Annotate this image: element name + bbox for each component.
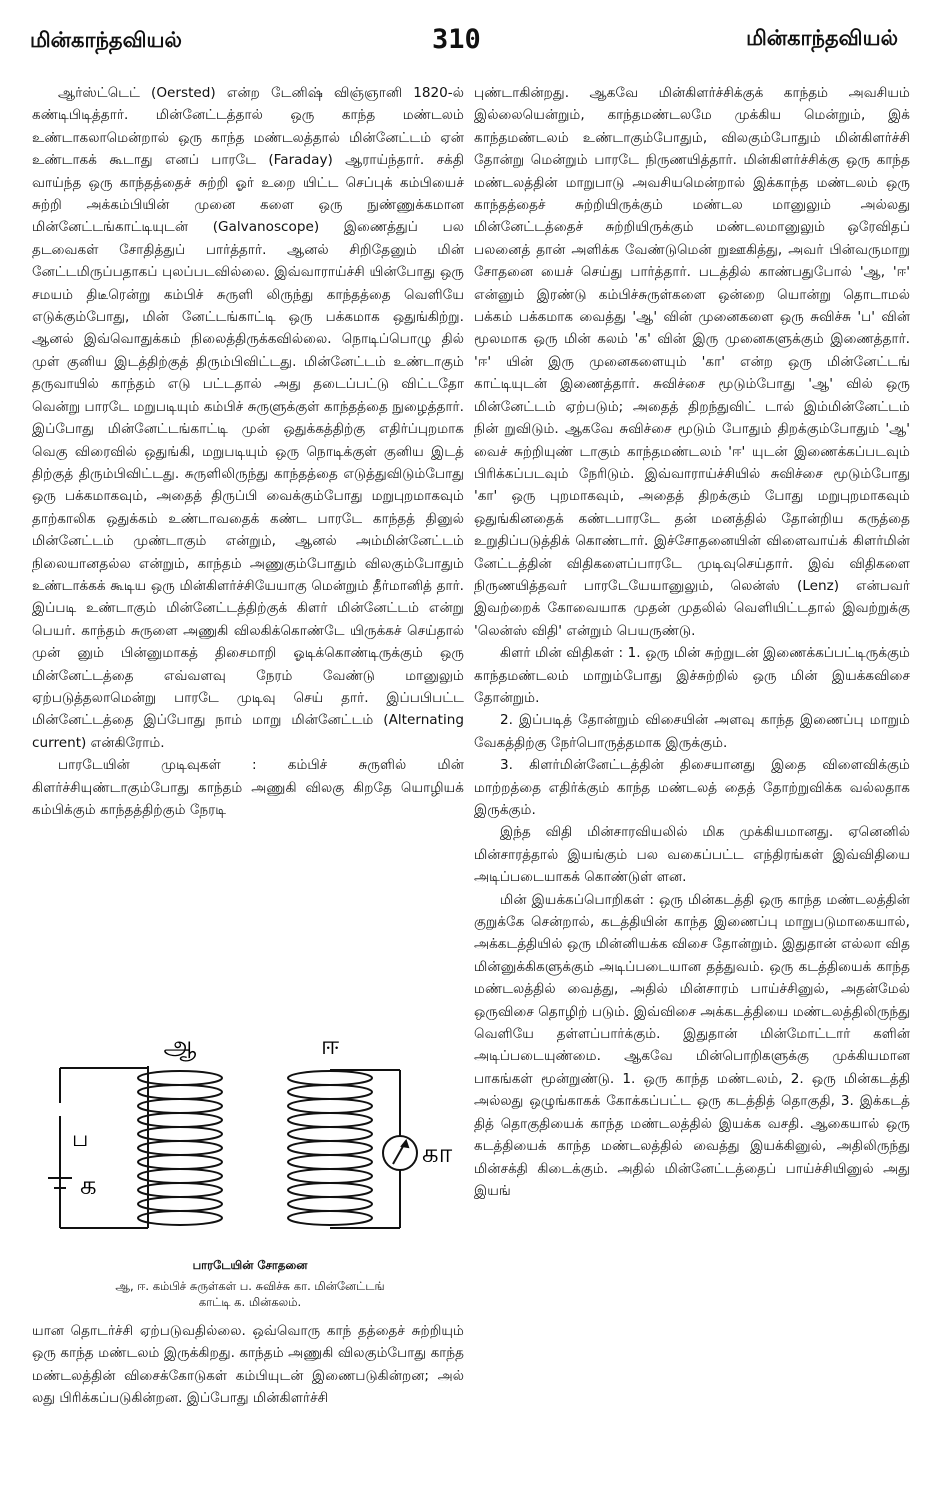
left-column-bottom: [32, 1320, 464, 1410]
label-cell: க: [80, 1171, 97, 1201]
page-header: [0, 0, 940, 80]
paragraph: யான தொடர்ச்சி ஏற்படுவதில்லை. ஒவ்வொரு காந் தத்தைச் சுற்றியும் ஒரு காந்த மண்டலம் இருக்கிறது. காந்தம் அணுகி விலகும்போது காந்த மண்டலத்தின் விசைக்கோடுகள் கம்பியுடன் இணைபடுகின்றன; அல் லது பிரிக்கப்படுகின்றன. இப்போது மின்கிளர்ச்சி: [32, 1323, 464, 1407]
label-coil-ee: ஈ: [320, 1031, 340, 1061]
label-switch: ப: [72, 1127, 89, 1152]
paragraph: இந்த விதி மின்சாரவியலில் மிக முக்கியமானது. ஏனெனில் மின்சாரத்தால் இயங்கும் பல வகைப்பட்ட எந்திரங்கள் இவ்விதியை அடிப்படையாகக் கொண்டுள் ளன.: [474, 824, 910, 886]
figure-title: பாரடேயின் சோதனை: [192, 1258, 308, 1272]
running-title-right: மின்காந்தவியல்: [746, 26, 898, 50]
galvanometer-icon: [383, 1136, 417, 1170]
right-column: [474, 82, 910, 1202]
circuit-diagram: [30, 1028, 470, 1258]
paragraph: 2. இப்படித் தோன்றும் விசையின் அளவு காந்த இணைப்பு மாறும் வேகத்திற்கு நேர்பொருத்தமாக இருக்கும்.: [474, 712, 910, 751]
paragraph: கிளர் மின் விதிகள் : 1. ஒரு மின் சுற்றுடன் இணைக்கப்பட்டிருக்கும் காந்தமண்டலம் மாறும்போது இச்சுற்றில் ஒரு மின் இயக்கவிசை தோன்றும்.: [474, 645, 910, 706]
paragraph: பாரடேயின் முடிவுகள் : கம்பிச் சுருளில் மின் கிளர்ச்சியுண்டாகும்போது காந்தம் அணுகி விலகு கிறதே யொழியக் கம்பிக்கும் காந்தத்திற்கும் நேரடி: [32, 757, 464, 818]
page-number: 310: [432, 24, 481, 55]
label-coil-a: ஆ: [163, 1031, 197, 1061]
left-column: [32, 82, 464, 1012]
paragraph: 3. கிளர்மின்னேட்டத்தின் திசையானது இதை விளைவிக்கும் மாற்றத்தை எதிர்க்கும் காந்த மண்டலத் தைத் தோற்றுவிக்க வல்லதாக இருக்கும்.: [474, 757, 910, 818]
paragraph: ஆர்ஸ்ட்டெட் (Oersted) என்ற டேனிஷ் விஞ்ஞானி 1820-ல் கண்டிபிடித்தார். மின்னேட்டத்தால் ஒரு காந்த மண்டலம் உண்டாகலாமென்றால் ஒரு காந்த மண்டலத்தால் மின்னேட்டம் ஏன் உண்டாகக் கூடாது எனப் பாரடே (Faraday) ஆராய்ந்தார். சக்தி வாய்ந்த ஒரு காந்தத்தைச் சுற்றி ஓர் உறை யிட்ட செப்புக் கம்பியைச் சுற்றி அக்கம்பியின் முனை களை ஒரு நுண்ணுக்கமான மின்னேட்டங்காட்டியுடன் (Galvanoscope) இணைத்துப் பல தடவைகள் சோதித்துப் பார்த்தார். ஆனல் சிறிதேனும் மின் னேட்டமிருப்பதாகப் புலப்படவில்லை. இவ்வாராய்ச்சி யின்போது ஒரு சமயம் திடீரென்று கம்பிச் சுருளி லிருந்து காந்தத்தை வெளியே எடுக்கும்போது, மின் னேட்டங்காட்டி ஒரு பக்கமாக ஒதுங்கிற்று. ஆனல் இவ்வொதுக்கம் நிலைத்திருக்கவில்லை. நொடிப்பொழு தில் முள் குனிய இடத்திற்குத் திரும்பிவிட்டது. மின்னேட்டம் உண்டாகும் தருவாயில் காந்தம் எடு பட்டதால் அது தடைப்பட்டு விட்டதோ வென்று பாரடே மறுபடியும் கம்பிச் சுருளுக்குள் காந்தத்தை நுழைத்தார். இப்போது மின்னேட்டங்காட்டி முன் ஒதுக்கத்திற்கு எதிர்ப்புறமாக வெகு விரைவில் ஒதுங்கி, மறுபடியும் ஒரு நொடிக்குள் குனிய இடத் திற்குத் திரும்பிவிட்டது. சுருளிலிருந்து காந்தத்தை எடுத்துவிடும்போது ஒரு பக்கமாகவும், அதைத் திருப்பி வைக்கும்போது மறுபுறமாகவும் தாற்காலிக ஒதுக்கம் உண்டாவதைக் கண்ட பாரடே காந்தத் தினுல் மின்னேட்டம் முண்டாகும் என்றும், ஆனல் அம்மின்னேட்டம் நிலையானதல்ல என்றும், காந்தம் அணுகும்போதும் விலகும்போதும் உண்டாக்கக் கூடிய ஒரு மின்கிளர்ச்சியேயாகு மென்றும் தீர்மானித் தார். இப்படி உண்டாகும் மின்னேட்டத்திற்குக் கிளர் மின்னேட்டம் என்று பெயர். காந்தம் சுருளை அணுகி விலகிக்கொண்டே யிருக்கச் செய்தால் முன் னும் பின்னுமாகத் திசைமாறி ஓடிக்கொண்டிருக்கும் ஒரு மின்னேட்டத்தை எவ்வளவு நேரம் வேண்டு மானுலும் ஏற்படுத்தலாமென்று பாரடே முடிவு செய் தார். இப்பபிபட்ட மின்னேட்டத்தை இப்போது நாம் மாறு மின்னேட்டம் (Alternating current) என்கிரோம்.: [32, 85, 464, 751]
faraday-experiment-figure: [30, 1028, 470, 1318]
figure-caption-line: ஆ, ஈ. கம்பிச் சுருள்கள் ப. சுவிச்சு கா. மின்னேட்டங்: [115, 1279, 385, 1293]
figure-caption-line: காட்டி க. மின்கலம்.: [198, 1295, 302, 1309]
label-meter: கா: [422, 1139, 453, 1169]
paragraph: புண்டாகின்றது. ஆகவே மின்கிளர்ச்சிக்குக் காந்தம் அவசியம் இல்லையென்றும், காந்தமண்டலமே முக்கிய மென்றும், இக் காந்தமண்டலம் உண்டாகும்போதும், விலகும்போதும் மின்கிளர்ச்சி தோன்று மென்றும் பாரடே நிருணயித்தார். மின்கிளர்ச்சிக்கு ஒரு காந்த மண்டலத்தின் மாறுபாடு அவசியமென்றால் இக்காந்த மண்டலம் ஒரு காந்தத்தைச் சுற்றியிருக்கும் மண்டல மானுலும் அல்லது மின்னேட்டத்தைச் சுற்றியிருக்கும் மண்டலமானுலும் ஒரேவிதப் பலனைத் தான் அளிக்க வேண்டுமென் றுஊகித்து, அவர் பின்வருமாறு சோதனை யைச் செய்து பார்த்தார். படத்தில் காண்பதுபோல் 'ஆ, 'ஈ' என்னும் இரண்டு கம்பிச்சுருள்களை ஒன்றை யொன்று தொடாமல் பக்கம் பக்கமாக வைத்து 'ஆ' வின் முனைகளை ஒரு சுவிச்சு 'ப' வின் மூலமாக ஒரு மின் கலம் 'க' வின் இரு முனைகளுக்கும் இணைத்தார். 'ஈ' யின் இரு முனைகளையும் 'கா' என்ற ஒரு மின்னேட்டங் காட்டியுடன் இணைத்தார். சுவிச்சை மூடும்போது 'ஆ' வில் ஒரு மின்னேட்டம் ஏற்படும்; அதைத் திறந்துவிட் டால் இம்மின்னேட்டம் நின் றுவிடும். ஆகவே சுவிச்சை மூடும் போதும் திறக்கும்போதும் 'ஆ' வைச் சுற்றியுண் டாகும் காந்தமண்டலம் 'ஈ' யுடன் இணைக்கப்படவும் பிரிக்கப்படவும் நேரிடும். இவ்வாராய்ச்சியில் சுவிச்சை மூடும்போது 'கா' ஒரு புறமாகவும், அதைத் திறக்கும் போது மறுபுறமாகவும் ஒதுங்கினதைக் கண்டபாரடே தன் மனத்தில் தோன்றிய கருத்தை உறுதிப்படுத்திக் கொண்டார். இச்சோதனையின் விளைவாய்க் கிளர்மின் னேட்டத்தின் விதிகளைப்பாரடே முடிவுசெய்தார். இவ் விதிகளை நிருணயித்தவர் பாரடேயேயானுலும், லென்ஸ் (Lenz) என்பவர் இவற்றைக் கோவையாக முதன் முதலில் வெளியிட்டதால் இவற்றுக்கு 'லென்ஸ் விதி' என்றும் பெயருண்டு.: [474, 85, 910, 639]
paragraph: மின் இயக்கப்பொறிகள் : ஒரு மின்கடத்தி ஒரு காந்த மண்டலத்தின் குறுக்கே சென்றால், கடத்தியின் காந்த இணைப்பு மாறுபடுமாகையால், அக்கடத்தியில் ஒரு மின்னியக்க விசை தோன்றும். இதுதான் எல்லா வித மின்னுக்கிகளுக்கும் அடிப்படையான தத்துவம். ஒரு கடத்தியைக் காந்த மண்டலத்தில் வைத்து, அதில் மின்சாரம் பாய்ச்சினுல், அதன்மேல் ஒருவிசை தொழிற் படும். இவ்விசை அக்கடத்தியை மண்டலத்திலிருந்து வெளியே தள்ளப்பார்க்கும். இதுதான் மின்மோட்டார் களின் அடிப்படையுண்மை. ஆகவே மின்பொறிகளுக்கு முக்கியமான பாகங்கள் மூன்றுண்டு. 1. ஒரு காந்த மண்டலம், 2. ஒரு மின்கடத்தி அல்லது ஒழுங்காகக் கோக்கப்பட்ட ஒரு கடத்தித் தொகுதி, 3. இக்கடத் தித் தொகுதியைக் காந்த மண்டலத்தில் இயக்க வசதி. ஆகையால் ஒரு கடத்தியைக் காந்த மண்டலத்தில் வைத்து இயக்கினுல், அதிலிருந்து மின்சக்தி கிடைக்கும். அதில் மின்னேட்டத்தைப் பாய்ச்சியினுல் அது இயங்: [474, 891, 910, 1199]
running-title-left: மின்காந்தவியல்: [30, 28, 182, 52]
figure-caption: [30, 1278, 470, 1310]
